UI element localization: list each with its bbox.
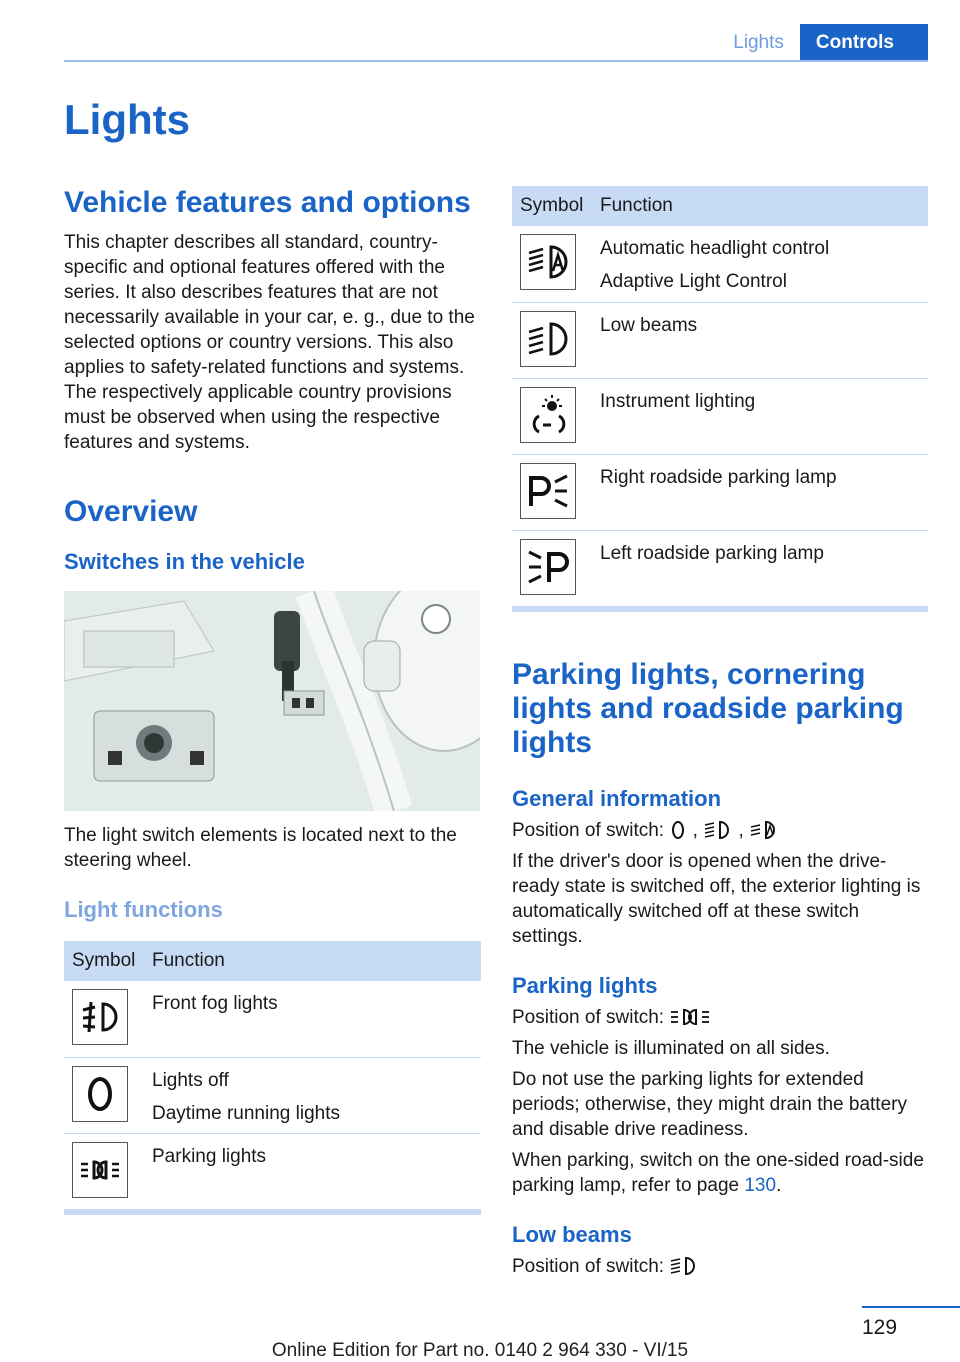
left-parking-lamp-icon [520,539,576,595]
function-text: Parking lights [152,1145,267,1167]
function-text: Left roadside parking lamp [600,542,824,564]
general-position-line: Position of switch: , , [512,818,928,843]
function-text: Right roadside parking lamp [600,466,837,488]
edition-footer: Online Edition for Part no. 0140 2 964 330 - VI/15 [271,1340,689,1361]
front-fog-lights-icon [72,989,128,1045]
general-information-text: If the driver's door is opened when the drive-ready state is switched off, the exterior lighting is automatically switched off at these switch settings. [512,850,921,947]
automatic-headlight-icon [520,234,576,290]
low-beams-position-line [512,1254,928,1279]
position-label: Position of switch: [512,1255,665,1277]
table-row [512,530,928,606]
table-row [512,454,928,530]
low-beams-heading: Low beams [512,1221,632,1247]
table-row [512,378,928,454]
page-title: Lights [64,96,190,143]
vehicle-features-heading: Vehicle features and options [64,186,471,219]
table-header-row [512,186,928,226]
lights-off-icon [669,819,687,841]
chapter-tab: Controls [800,24,928,61]
parking-lights-section-heading: Parking lights, cornering lights and roadside parking lights [512,657,904,759]
light-functions-heading: Light functions [64,897,223,922]
function-text: Front fog lights [152,993,278,1014]
page-reference-link[interactable]: 130 [744,1174,777,1196]
table-row [64,981,481,1057]
table-header-row [64,941,481,981]
parking-lights-text-2: Do not use the parking lights for extended periods; otherwise, they might drain the battery and disable drive readiness. [512,1068,907,1140]
instrument-lighting-icon [520,387,576,443]
right-column [512,186,928,1279]
footer-divider [862,1306,960,1308]
function-text: Low beams [600,314,698,336]
automatic-headlight-icon [749,819,779,841]
light-functions-table [64,941,481,1210]
header-divider [64,60,928,62]
function-header: Function [144,941,481,981]
function-text: Automatic headlight control [600,238,830,259]
table-row [64,1057,481,1133]
overview-heading: Overview [64,495,198,528]
function-header: Function [592,186,928,226]
function-text: Lights off [152,1069,229,1091]
vehicle-switches-photo [64,591,480,811]
vehicle-features-text: This chapter describes all standard, country-specific and optional features offered with the series. It also describes features that are not necessarily available in your car, e. g., due to the selected options or country versions. This also applies to safety-related functions and systems. The respectively applicable country provisions must be observed when using the respective features and systems. [64,232,475,453]
page-number: 129 [862,1316,898,1339]
table-row [512,226,928,302]
switches-heading: Switches in the vehicle [64,549,305,574]
section-label: Lights [733,32,784,53]
parking-lights-icon [72,1142,128,1198]
lights-off-icon [72,1066,128,1122]
function-text: Instrument lighting [600,390,756,412]
parking-lights-text-1: The vehicle is illuminated on all sides. [512,1037,830,1059]
parking-position-line [512,1005,928,1030]
function-text-secondary: Adaptive Light Control [600,271,787,292]
low-beams-icon [520,311,576,367]
page-header [717,24,928,61]
symbol-header: Symbol [512,186,592,226]
left-column [64,186,481,1215]
table-row [512,302,928,378]
position-label: Position of switch: [512,1006,665,1028]
table-end-bar [64,1210,481,1215]
parking-lights-icon [669,1006,711,1028]
light-functions-table-continued [512,186,928,607]
switches-text: The light switch elements is located next to the steering wheel. [64,825,457,871]
low-beams-icon [703,819,733,841]
table-end-bar [512,607,928,612]
function-text-secondary: Daytime running lights [152,1102,340,1124]
position-label: Position of switch: [512,819,665,841]
general-information-heading: General information [512,785,722,811]
parking-lights-text-3: When parking, switch on the one-sided road-side parking lamp, refer to page 130. [512,1149,924,1196]
right-parking-lamp-icon [520,463,576,519]
symbol-header: Symbol [64,941,144,981]
low-beams-icon [669,1255,699,1277]
table-row [64,1133,481,1209]
steering-wheel-illustration [64,591,480,811]
parking-lights-heading: Parking lights [512,972,658,998]
